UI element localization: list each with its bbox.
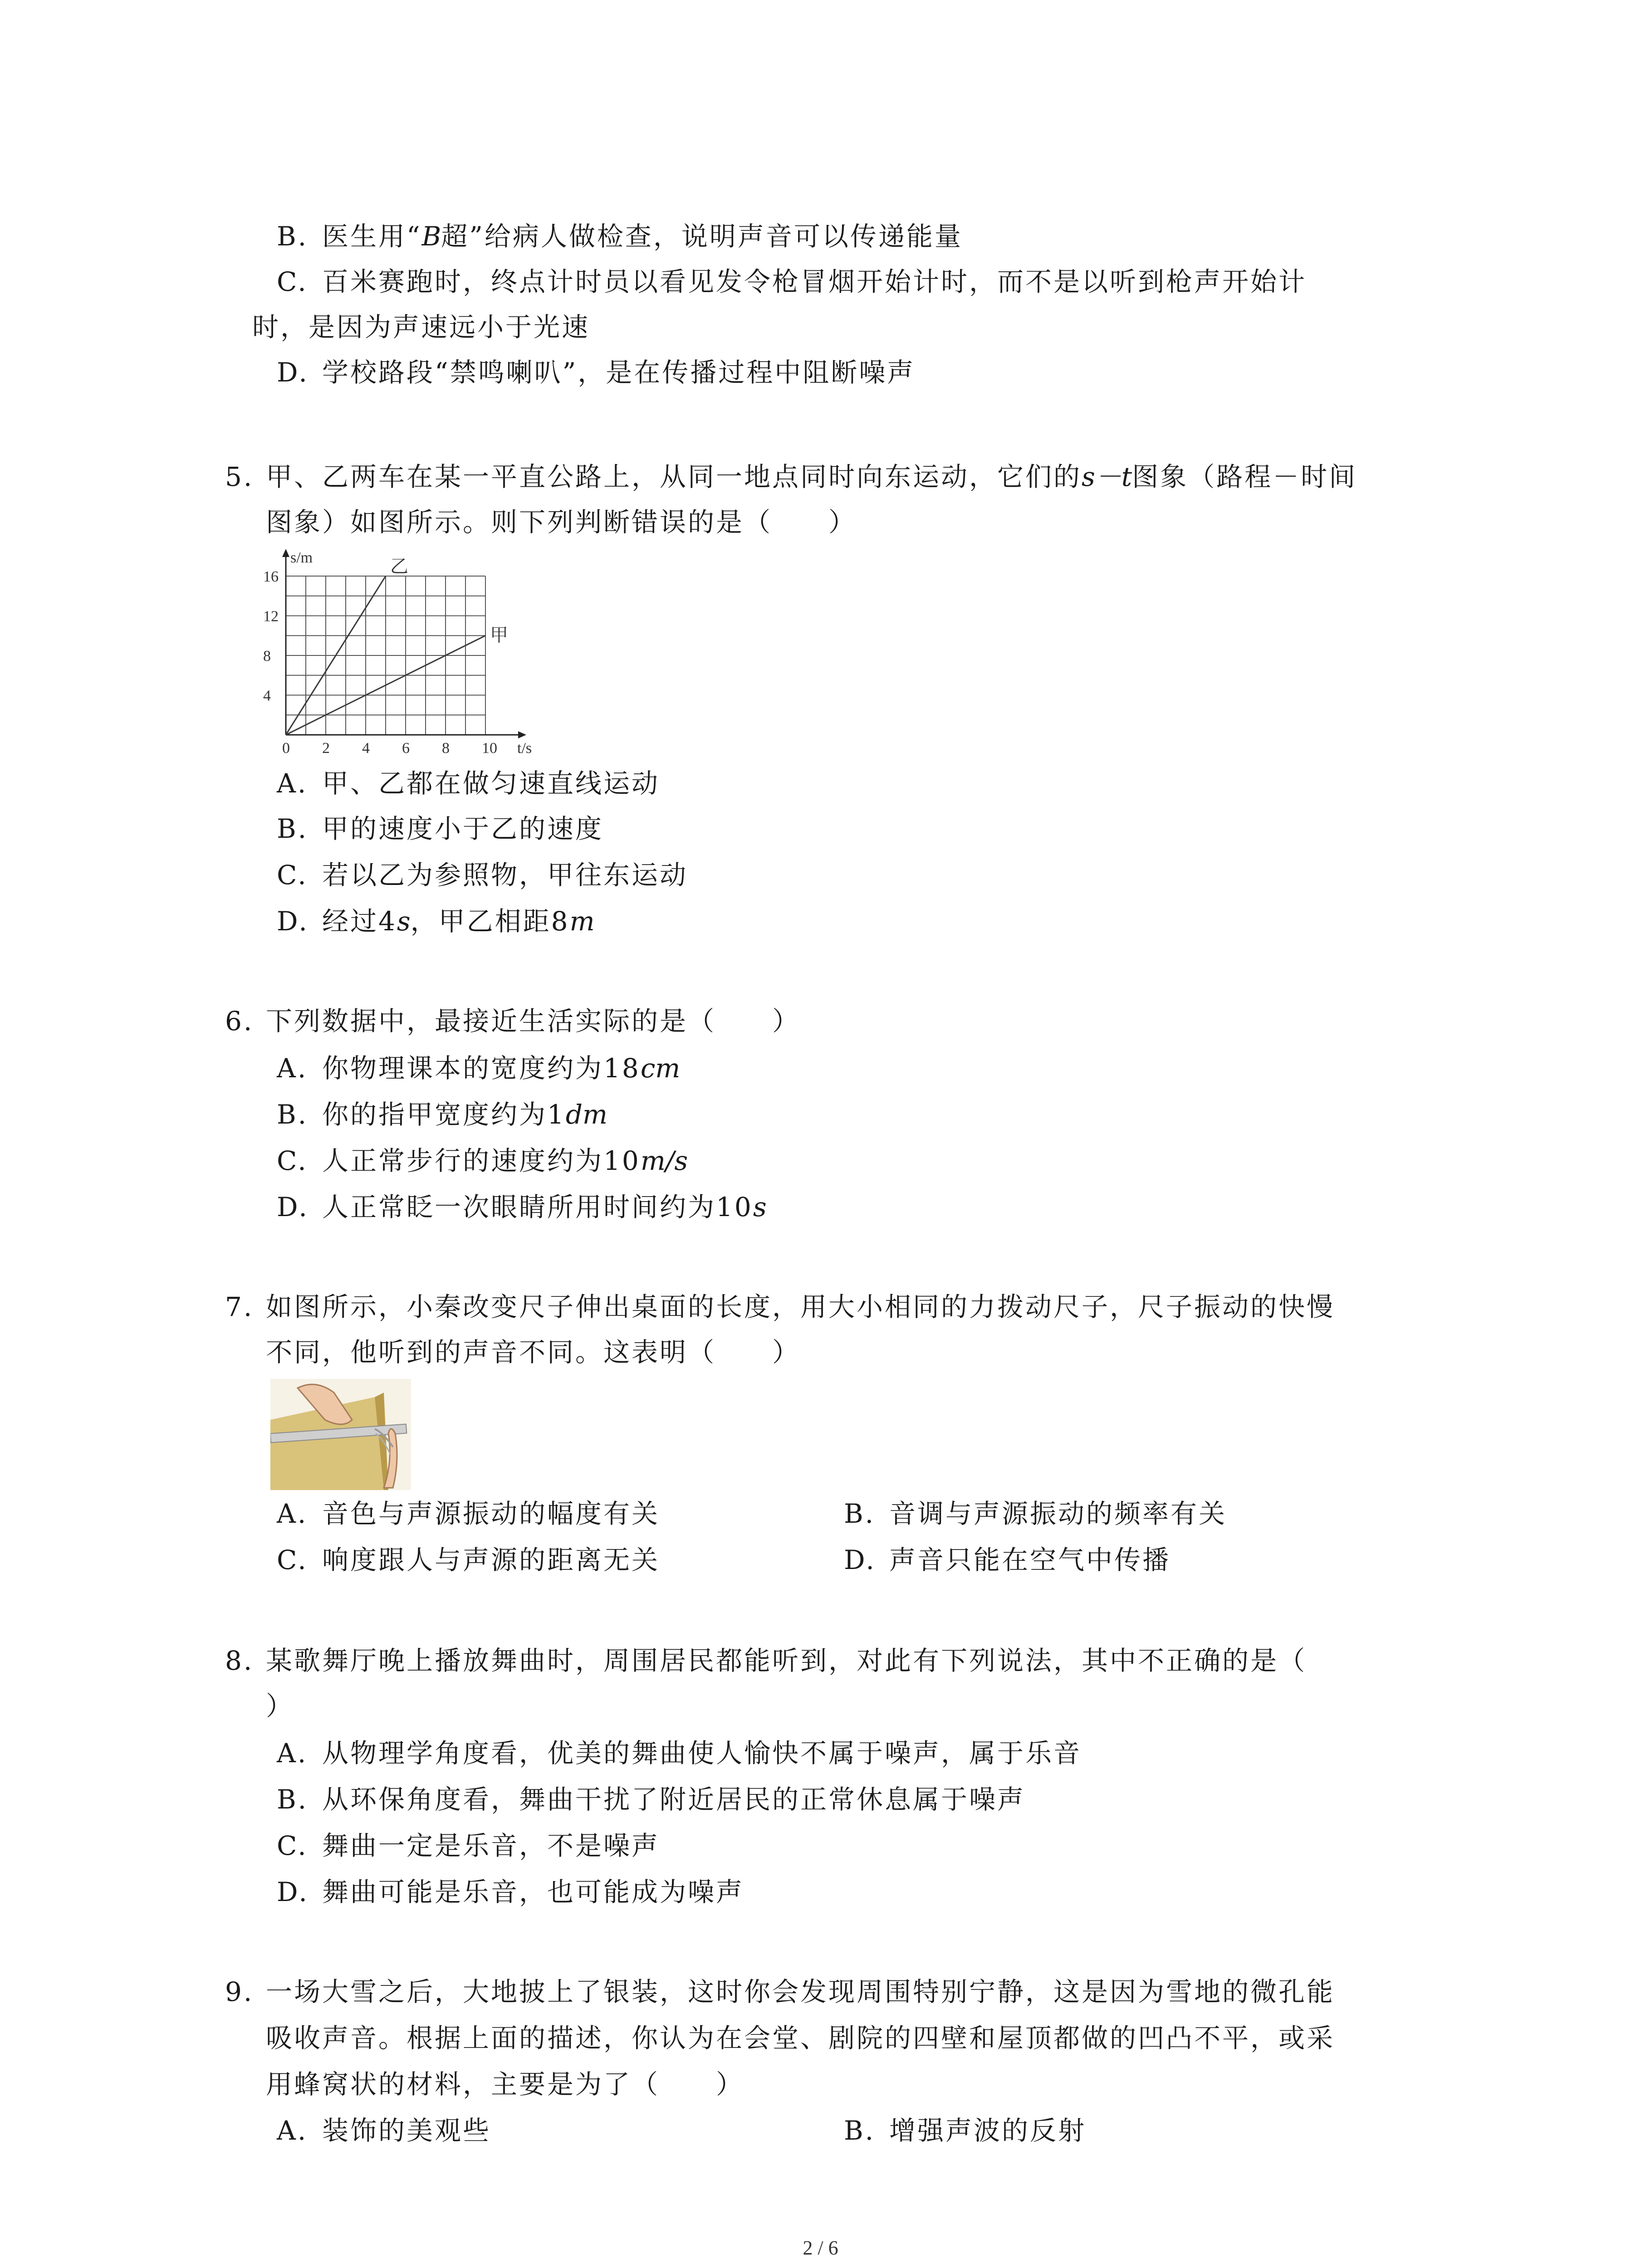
- q4-option-b: B. 医生用“B超”给病人做检查，说明声音可以传递能量: [277, 220, 963, 253]
- q9-stem-line3: 用蜂窝状的材料，主要是为了（ ）: [266, 2069, 745, 2100]
- q6-option-a: A. 你物理课本的宽度约为18cm: [277, 1051, 680, 1085]
- q5-stem-line1: 5. 甲、乙两车在某一平直公路上，从同一地点同时向东运动，它们的s－t图象（路程－时间: [225, 460, 1357, 494]
- q8-option-d: D. 舞曲可能是乐音，也可能成为噪声: [277, 1875, 744, 1909]
- option-mark: D.: [277, 1192, 309, 1222]
- q7-stem-line2: 不同，他听到的声音不同。这表明（ ）: [266, 1337, 801, 1368]
- q6-option-d: D. 人正常眨一次眼睛所用时间约为10s: [277, 1190, 767, 1224]
- q5-option-a: A. 甲、乙都在做匀速直线运动: [277, 767, 660, 800]
- x-tick-label: 0: [282, 740, 290, 757]
- option-mark: B.: [844, 1498, 876, 1529]
- q8-option-c: C. 舞曲一定是乐音，不是噪声: [277, 1829, 660, 1862]
- option-mark: D.: [844, 1545, 876, 1575]
- q8-stem-line2: ）: [266, 1691, 294, 1721]
- option-mark: B.: [277, 813, 309, 844]
- y-tick-label: 4: [263, 687, 271, 704]
- option-mark: C.: [277, 1145, 308, 1176]
- q7-stem-line1: 7. 如图所示，小秦改变尺子伸出桌面的长度，用大小相同的力拨动尺子，尺子振动的快慢: [225, 1290, 1335, 1324]
- q7-option-b: B. 音调与声源振动的频率有关: [844, 1497, 1227, 1530]
- option-mark: C.: [277, 1545, 308, 1575]
- option-mark: B.: [844, 2115, 876, 2146]
- q6-option-b: B. 你的指甲宽度约为1dm: [277, 1098, 607, 1131]
- option-mark: D.: [277, 1877, 309, 1907]
- y-tick-label: 8: [263, 648, 271, 665]
- q7-option-c: C. 响度跟人与声源的距离无关: [277, 1543, 660, 1577]
- option-mark: A.: [277, 2115, 308, 2146]
- y-axis-label: s/m: [290, 549, 313, 566]
- series-label: 乙: [390, 556, 408, 577]
- q4-option-c-cont: 时，是因为声速远小于光速: [252, 312, 590, 342]
- x-tick-label: 8: [442, 740, 450, 757]
- q8-option-b: B. 从环保角度看，舞曲干扰了附近居民的正常休息属于噪声: [277, 1783, 1025, 1816]
- option-mark: A.: [277, 1498, 308, 1529]
- x-tick-label: 6: [402, 740, 410, 757]
- y-tick-label: 12: [263, 608, 279, 625]
- x-tick-label: 10: [482, 740, 497, 757]
- q9-stem-line1: 9. 一场大雪之后，大地披上了银装，这时你会发现周围特别宁静，这是因为雪地的微孔能: [225, 1975, 1335, 2009]
- q5-option-c: C. 若以乙为参照物，甲往东运动: [277, 858, 688, 892]
- q7-option-d: D. 声音只能在空气中传播: [844, 1543, 1171, 1577]
- q8-stem-line1: 8. 某歌舞厅晚上播放舞曲时，周围居民都能听到，对此有下列说法，其中不正确的是（: [225, 1644, 1307, 1677]
- x-tick-label: 2: [322, 740, 330, 757]
- option-mark: D.: [277, 357, 309, 388]
- x-axis-arrow: [518, 731, 526, 738]
- question-number: 5.: [225, 461, 254, 492]
- question-number: 6.: [225, 1006, 254, 1036]
- q5-option-b: B. 甲的速度小于乙的速度: [277, 812, 603, 846]
- option-mark: A.: [277, 1738, 308, 1769]
- series-label: 甲: [490, 625, 508, 646]
- x-tick-label: 4: [362, 740, 370, 757]
- option-mark: C.: [277, 266, 308, 297]
- option-mark: C.: [277, 1830, 308, 1861]
- q7-option-a: A. 音色与声源振动的幅度有关: [277, 1497, 660, 1530]
- q6-stem: 6. 下列数据中，最接近生活实际的是（ ）: [225, 1004, 800, 1038]
- ruler-on-table-illustration: [270, 1379, 411, 1490]
- option-mark: A.: [277, 768, 308, 799]
- question-number: 9.: [225, 1976, 254, 2007]
- question-number: 8.: [225, 1645, 254, 1676]
- option-mark: A.: [277, 1053, 308, 1084]
- option-mark: B.: [277, 221, 309, 252]
- q8-option-a: A. 从物理学角度看，优美的舞曲使人愉快不属于噪声，属于乐音: [277, 1736, 1082, 1770]
- x-axis-label: t/s: [517, 740, 532, 757]
- q9-stem-line2: 吸收声音。根据上面的描述，你认为在会堂、剧院的四壁和屋顶都做的凹凸不平，或采: [266, 2023, 1335, 2053]
- question-number: 7.: [225, 1291, 254, 1322]
- option-mark: D.: [277, 906, 309, 937]
- option-mark: C.: [277, 860, 308, 890]
- q4-option-d: D. 学校路段“禁鸣喇叭”，是在传播过程中阻断噪声: [277, 356, 915, 389]
- q9-option-a: A. 装饰的美观些: [277, 2114, 491, 2147]
- q6-option-c: C. 人正常步行的速度约为10m/s: [277, 1144, 688, 1178]
- q5-option-d: D. 经过4s，甲乙相距8m: [277, 904, 595, 938]
- page-number: 2 / 6: [803, 2237, 838, 2259]
- option-mark: B.: [277, 1784, 309, 1815]
- q4-option-c: C. 百米赛跑时，终点计时员以看见发令枪冒烟开始计时，而不是以听到枪声开始计: [277, 265, 1307, 298]
- st-graph-chart: [259, 549, 558, 758]
- option-mark: B.: [277, 1099, 309, 1130]
- y-axis-arrow: [282, 549, 289, 557]
- chart-grid: [286, 576, 485, 735]
- q9-option-b: B. 增强声波的反射: [844, 2114, 1086, 2147]
- q5-stem-line2: 图象）如图所示。则下列判断错误的是（ ）: [266, 507, 857, 538]
- y-tick-label: 16: [263, 568, 279, 585]
